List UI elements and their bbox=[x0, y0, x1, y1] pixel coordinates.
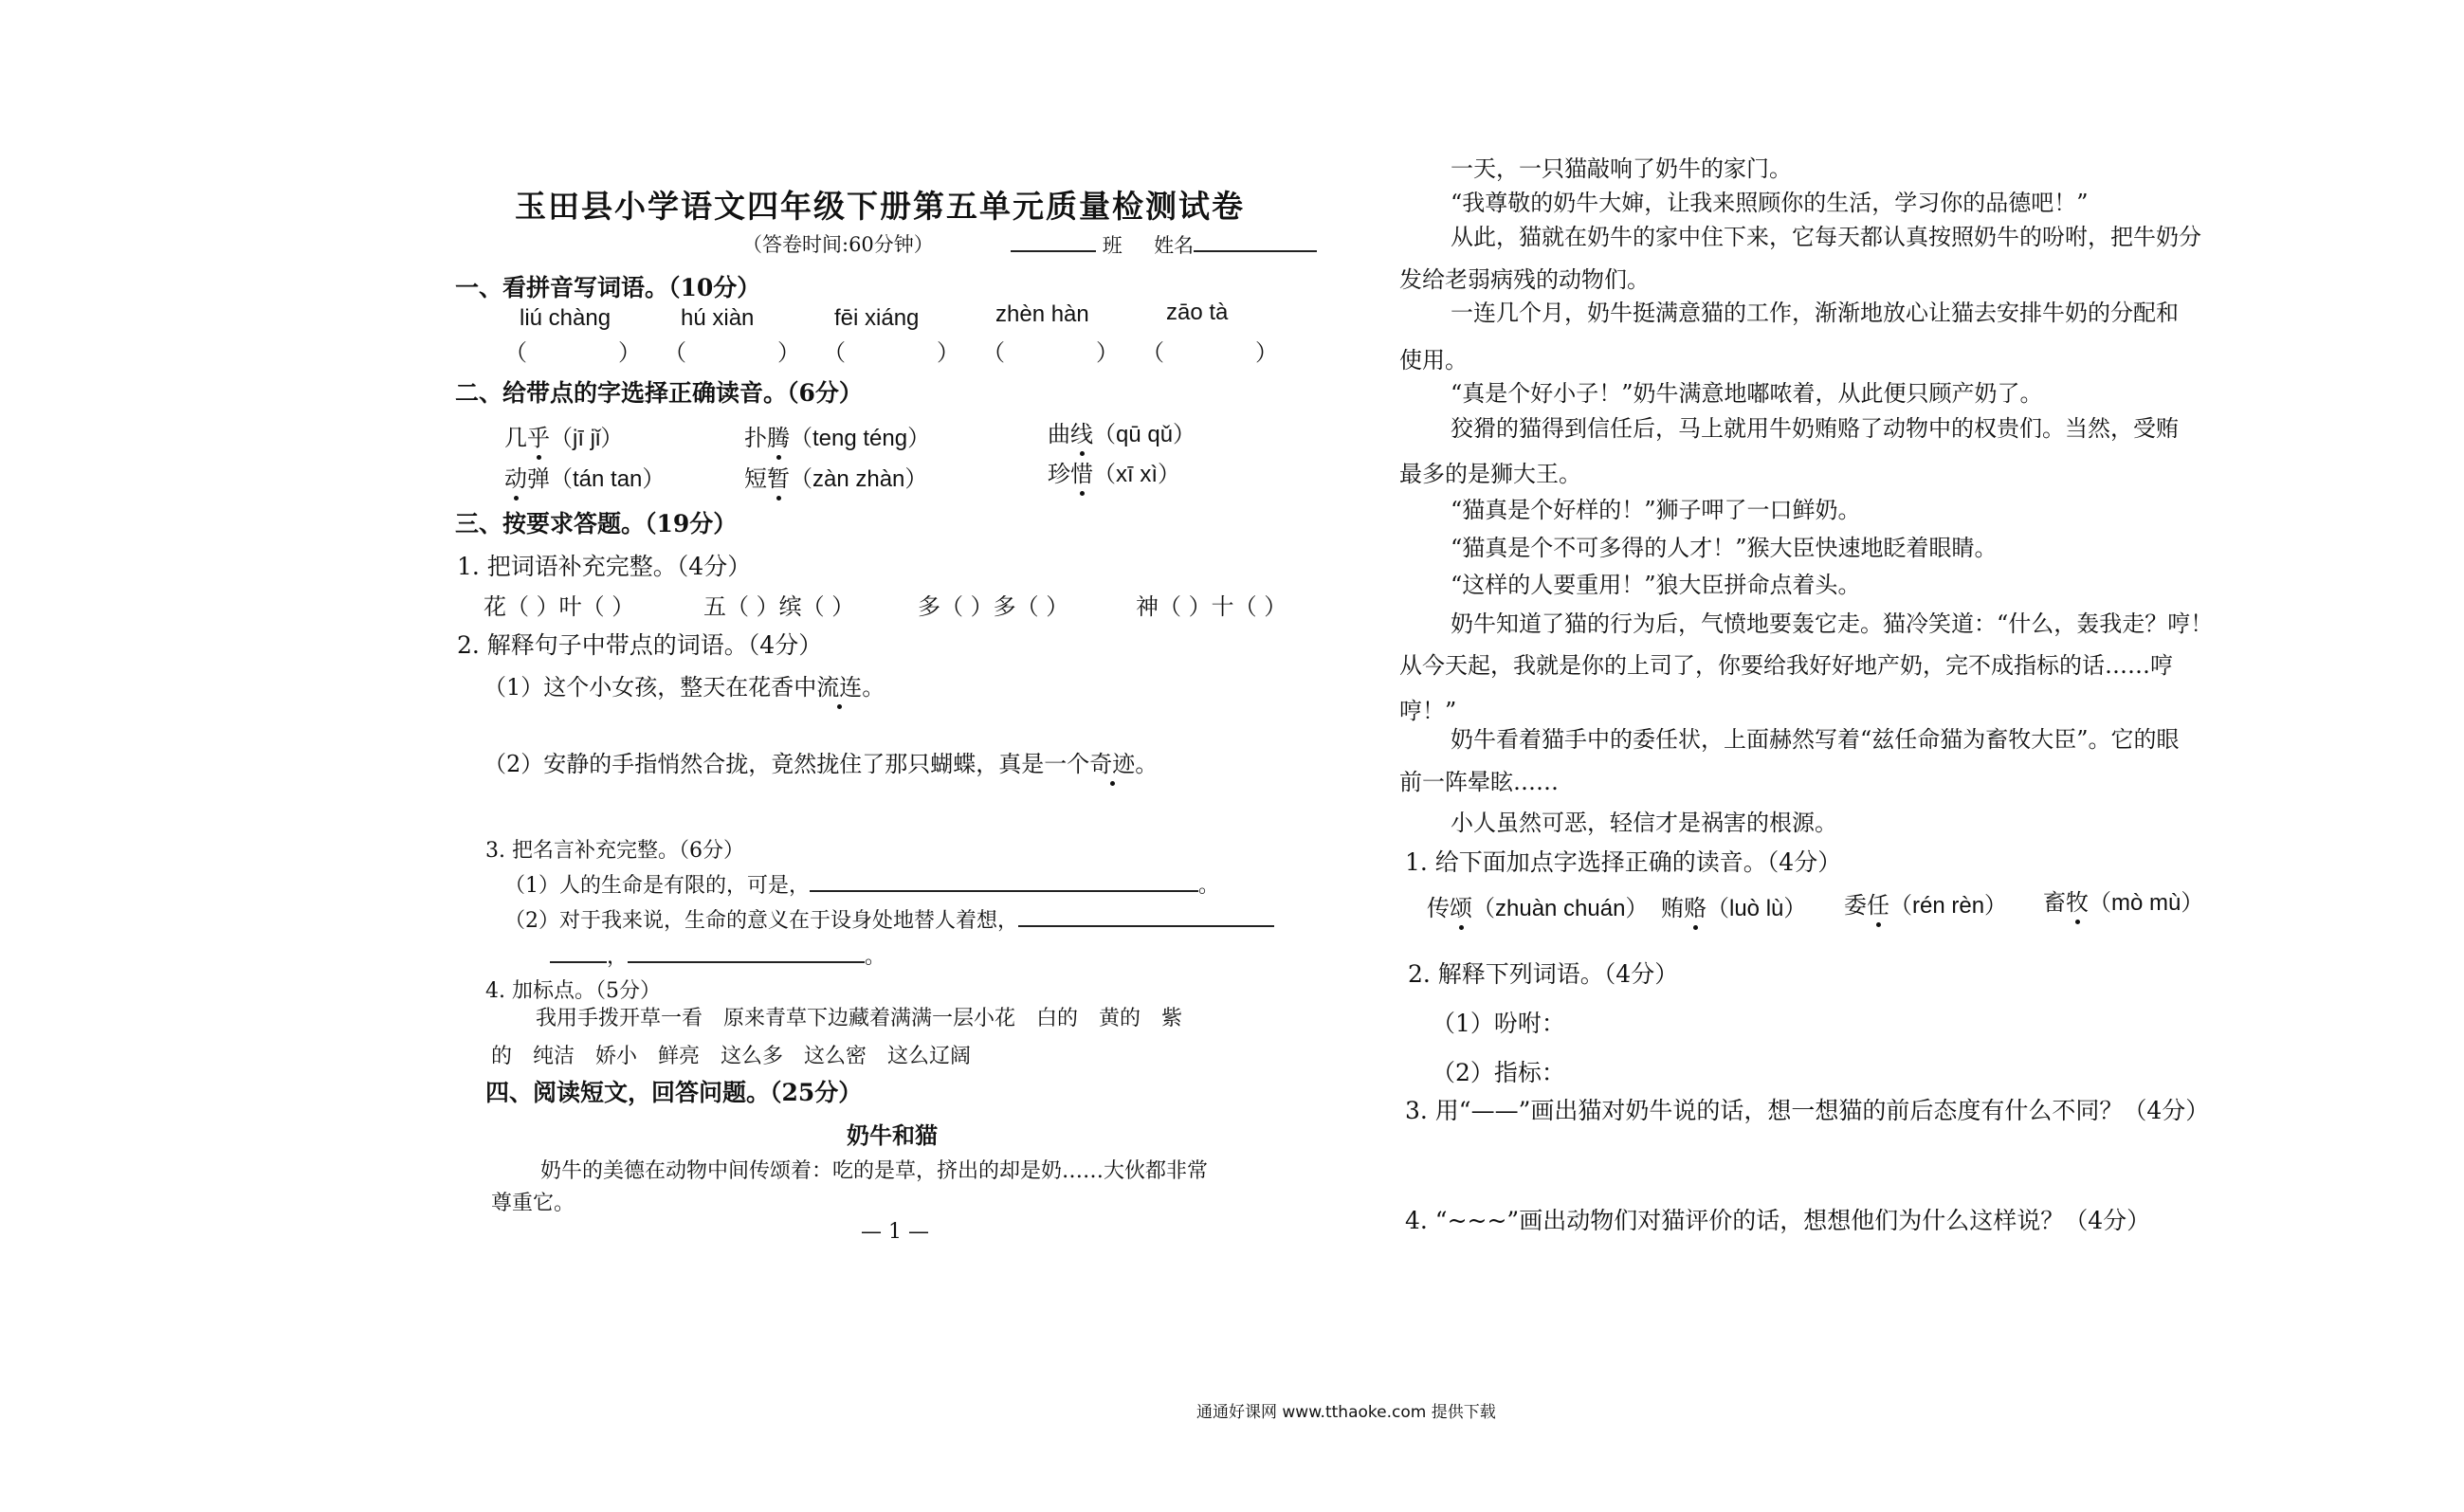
pinyin-4: zhèn hàn bbox=[995, 301, 1089, 327]
reading-question-3: 3. 用“——”画出猫对奶牛说的话，想一想猫的前后态度有什么不同？（4分） bbox=[1405, 1097, 2210, 1124]
exam-title: 玉田县小学语文四年级下册第五单元质量检测试卷 bbox=[515, 188, 1245, 225]
footer-watermark: 通通好课网 www.tthaoke.com 提供下载 bbox=[1196, 1403, 1496, 1422]
fill-word-2: 五（ ）缤（ ） bbox=[703, 593, 855, 620]
punctuation-line-2: 的 纯洁 娇小 鲜亮 这么多 这么密 这么辽阔 bbox=[491, 1045, 972, 1068]
fill-word-1: 花（ ）叶（ ） bbox=[484, 593, 635, 620]
answer-blank bbox=[550, 938, 607, 963]
story-line: 狡猾的猫得到信任后，马上就用牛奶贿赂了动物中的权贵们。当然，受贿 bbox=[1451, 415, 2179, 442]
section-2-heading: 二、给带点的字选择正确读音。（6分） bbox=[455, 379, 863, 407]
story-line: 奶牛的美德在动物中间传颂着：吃的是草，挤出的却是奶……大伙都非常 bbox=[540, 1159, 1209, 1183]
reading-question-1: 1. 给下面加点字选择正确的读音。（4分） bbox=[1405, 848, 1842, 876]
section-4-heading: 四、阅读短文，回答问题。（25分） bbox=[485, 1079, 863, 1106]
story-line: 使用。 bbox=[1399, 347, 1468, 373]
question-3-2-a: （1）这个小女孩，整天在花香中流连。 bbox=[484, 668, 885, 701]
story-line: 一连几个月，奶牛挺满意猫的工作，渐渐地放心让猫去安排牛奶的分配和 bbox=[1451, 300, 2179, 326]
story-line: “猫真是个不可多得的人才！”猴大臣快速地眨着眼睛。 bbox=[1451, 535, 1998, 561]
reading-item: 扑腾（teng téng） bbox=[744, 419, 930, 452]
reading-item: 动弹（tán tan） bbox=[504, 460, 665, 493]
story-line: 最多的是狮大王。 bbox=[1399, 461, 1581, 487]
reading-item: 几乎（jī jǐ） bbox=[504, 419, 623, 452]
reading-item: 短暂（zàn zhàn） bbox=[744, 460, 927, 493]
question-3-4: 4. 加标点。（5分） bbox=[485, 979, 661, 1003]
story-line: 发给老弱病残的动物们。 bbox=[1399, 266, 1650, 293]
story-line: “这样的人要重用！”狼大臣拼命点着头。 bbox=[1451, 572, 1861, 598]
story-line: 小人虽然可恶，轻信才是祸害的根源。 bbox=[1451, 810, 1837, 836]
reading-option: 畜牧（mò mù） bbox=[2043, 884, 2203, 917]
fill-word-4: 神（ ）十（ ） bbox=[1136, 593, 1287, 620]
reading-question-2: 2. 解释下列词语。（4分） bbox=[1408, 960, 1679, 988]
story-line: 尊重它。 bbox=[491, 1192, 575, 1215]
name-label: 姓名 bbox=[1154, 234, 1195, 257]
story-line: 一天，一只猫敲响了奶牛的家门。 bbox=[1451, 155, 1792, 182]
question-3-2-b: （2）安静的手指悄然合拢，竟然拢住了那只蝴蝶，真是一个奇迹。 bbox=[484, 745, 1158, 778]
reading-option: 委任（rén rèn） bbox=[1844, 886, 2007, 920]
reading-option: 传颂（zhuàn chuán） bbox=[1427, 889, 1648, 922]
story-line: 奶牛知道了猫的行为后，气愤地要轰它走。猫冷笑道：“什么，轰我走？哼！ bbox=[1451, 610, 2214, 637]
question-3-3: 3. 把名言补充完整。（6分） bbox=[485, 839, 744, 863]
story-line: 前一阵晕眩…… bbox=[1399, 769, 1559, 795]
pinyin-5: zāo tà bbox=[1166, 300, 1229, 325]
pinyin-1: liú chàng bbox=[520, 305, 611, 331]
question-3-3-b: （2）对于我来说，生命的意义在于设身处地替人着想， bbox=[504, 902, 1274, 934]
reading-item: 曲线（qū qǔ） bbox=[1048, 415, 1195, 448]
class-name-line bbox=[1011, 228, 1317, 259]
story-line: 哼！” bbox=[1399, 698, 1457, 724]
exam-time: （答卷时间:60分钟） bbox=[742, 233, 934, 256]
story-line: “我尊敬的奶牛大婶，让我来照顾你的生活，学习你的品德吧！” bbox=[1451, 190, 2089, 216]
question-3-2: 2. 解释句子中带点的词语。（4分） bbox=[457, 631, 823, 659]
question-3-1: 1. 把词语补充完整。（4分） bbox=[457, 553, 752, 580]
story-line: 从今天起，我就是你的上司了，你要给我好好地产奶，完不成指标的话……哼 bbox=[1399, 652, 2173, 679]
fill-word-3: 多（ ）多（ ） bbox=[918, 593, 1069, 620]
answer-blank bbox=[810, 867, 1198, 892]
question-3-3-a: （1）人的生命是有限的，可是， 。 bbox=[504, 867, 1219, 899]
section-3-heading: 三、按要求答题。（19分） bbox=[455, 510, 738, 537]
story-line: “真是个好小子！”奶牛满意地嘟哝着，从此便只顾产奶了。 bbox=[1451, 380, 2043, 407]
reading-option: 贿赂（luò lù） bbox=[1661, 889, 1806, 922]
question-3-3-b-cont: ， 。 bbox=[550, 938, 885, 970]
pinyin-3: fēi xiáng bbox=[834, 305, 920, 331]
story-line: “猫真是个好样的！”狮子呷了一口鲜奶。 bbox=[1451, 497, 1861, 523]
story-title: 奶牛和猫 bbox=[847, 1121, 938, 1149]
pinyin-answer-boxes: （ ） （ ） （ ） （ ） （ ） bbox=[504, 339, 1278, 366]
name-blank bbox=[1194, 228, 1317, 252]
story-line: 奶牛看着猫手中的委任状，上面赫然写着“兹任命猫为畜牧大臣”。它的眼 bbox=[1451, 726, 2180, 753]
reading-question-2-a: （1）吩咐： bbox=[1432, 1010, 1565, 1037]
punctuation-line-1: 我用手拨开草一看 原来青草下边藏着满满一层小花 白的 黄的 紫 bbox=[536, 1007, 1183, 1030]
page-number: — 1 — bbox=[861, 1220, 929, 1244]
story-line: 从此，猫就在奶牛的家中住下来，它每天都认真按照奶牛的吩咐，把牛奶分 bbox=[1451, 224, 2201, 250]
section-1-heading: 一、看拼音写词语。（10分） bbox=[455, 274, 761, 301]
reading-question-4: 4. “~~~”画出动物们对猫评价的话，想想他们为什么这样说？（4分） bbox=[1405, 1207, 2151, 1234]
reading-item: 珍惜（xī xì） bbox=[1048, 455, 1180, 488]
pinyin-2: hú xiàn bbox=[681, 305, 755, 331]
class-label: 班 bbox=[1102, 234, 1122, 257]
reading-question-2-b: （2）指标： bbox=[1432, 1059, 1565, 1086]
class-blank bbox=[1011, 228, 1096, 252]
answer-blank bbox=[1018, 902, 1274, 927]
answer-blank bbox=[628, 938, 865, 963]
